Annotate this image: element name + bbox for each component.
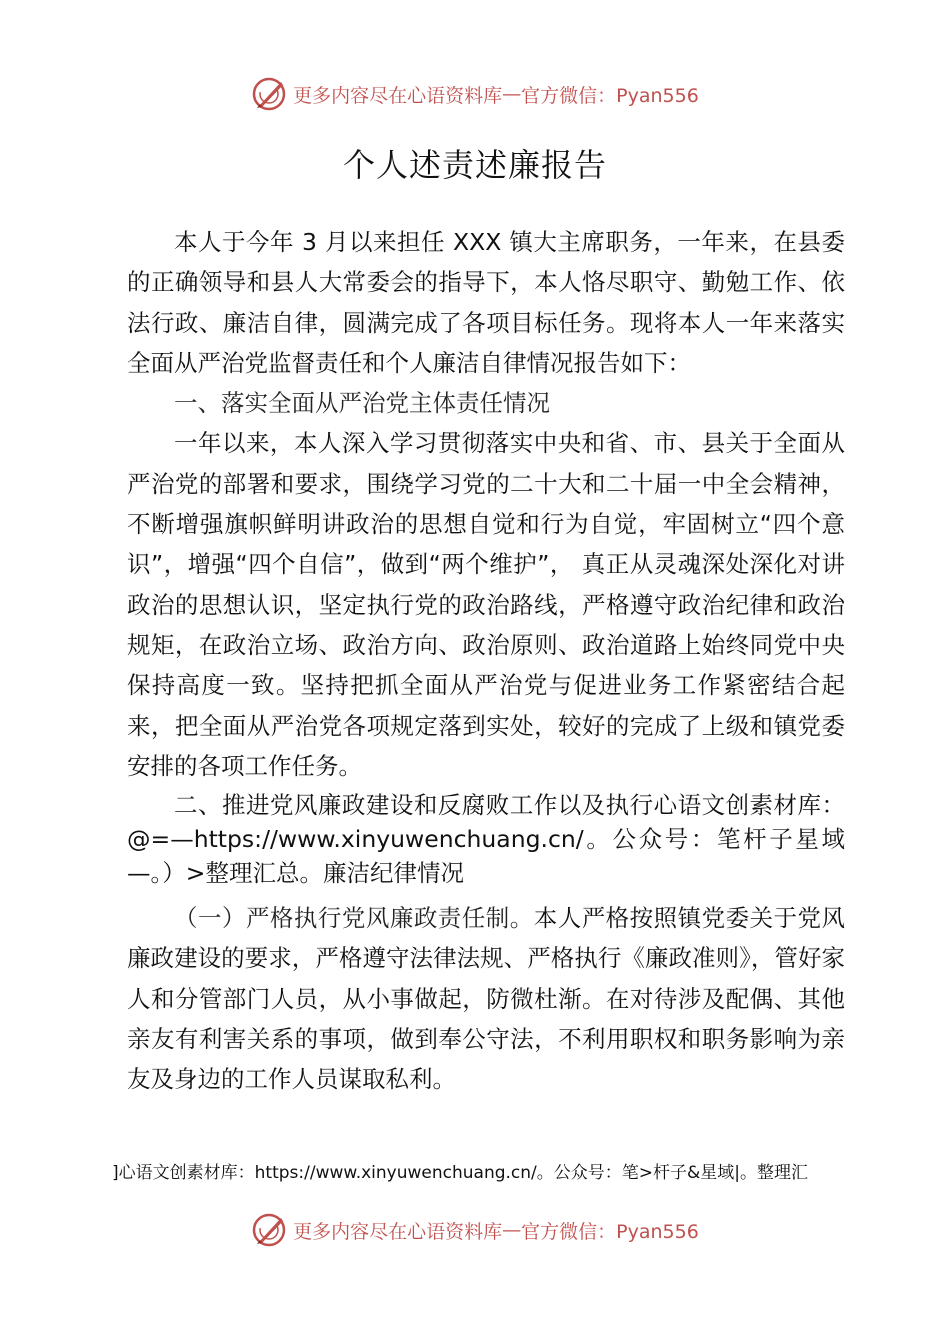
brush-logo-icon <box>251 1212 287 1248</box>
intro-paragraph: 本人于今年 3 月以来担任 XXX 镇大主席职务，一年来，在县委的正确领导和县人大常委会的指导下，本人恪尽职守、勤勉工作、依法行政、廉洁自律，圆满完成了各项目标任务。现将本人一年来落实全面从严治党监督责任和个人廉洁自律情况报告如下： <box>127 228 845 377</box>
subsection-1-body: 本人严格按照镇党委关于党风廉政建设的要求，严格遵守法律法规、严格执行《廉政准则》，管好家人和分管部门人员，从小事做起，防微杜渐。在对待涉及配偶、其他亲友有利害关系的事项，做到奉公守法，不利用职权和职务影响为亲友及身边的工作人员谋取私利。 <box>127 904 846 1094</box>
watermark-text: 更多内容尽在心语资料库 <box>293 84 503 107</box>
watermark-wechat: 官方微信：Pyan556 <box>521 1220 699 1243</box>
section-heading-2: 二、推进党风廉政建设和反腐败工作以及执行心语文创素材库：@=—https://www.xinyuwenchuang.cn/。公众号：笔杆子星域—。）>整理汇总。廉洁纪律情况 <box>127 791 845 888</box>
brush-logo-icon <box>251 76 287 112</box>
section-heading-1: 一、落实全面从严治党主体责任情况 <box>174 389 550 418</box>
watermark-text: 更多内容尽在心语资料库 <box>293 1220 503 1243</box>
watermark-wechat: 官方微信：Pyan556 <box>521 84 699 107</box>
section-1-paragraph: 一年以来，本人深入学习贯彻落实中央和省、市、县关于全面从严治党的部署和要求，围绕学习党的二十大和二十届一中全会精神，不断增强旗帜鲜明讲政治的思想自觉和行为自觉，牢固树立“四个意识”，增强“四个自信”，做到“两个维护”， 真正从灵魂深处深化对讲政治的思想认识，坚定执行党的政治路线，严格遵守政治纪律和政治规矩，在政治立场、政治方向、政治原则、政治道路上始终同党中央保持高度一致。坚持把抓全面从严治党与促进业务工作紧密结合起来，把全面从严治党各项规定落到实处，较好的完成了上级和镇党委安排的各项工作任务。 <box>127 429 845 780</box>
header-watermark <box>0 72 950 116</box>
subsection-1-heading: （一）严格执行党风廉政责任制。 <box>174 904 534 933</box>
subsection-1-paragraph <box>127 898 845 1099</box>
page-title: 个人述责述廉报告 <box>342 146 607 184</box>
footer-watermark <box>0 1208 950 1252</box>
footer-source-line: ]心语文创素材库：https://www.xinyuwenchuang.cn/。公众号：笔>杆子&星域|。整理汇 <box>112 1163 809 1183</box>
document-body <box>127 222 845 1100</box>
watermark-separator: — <box>502 1219 522 1241</box>
watermark-separator: — <box>502 83 522 105</box>
